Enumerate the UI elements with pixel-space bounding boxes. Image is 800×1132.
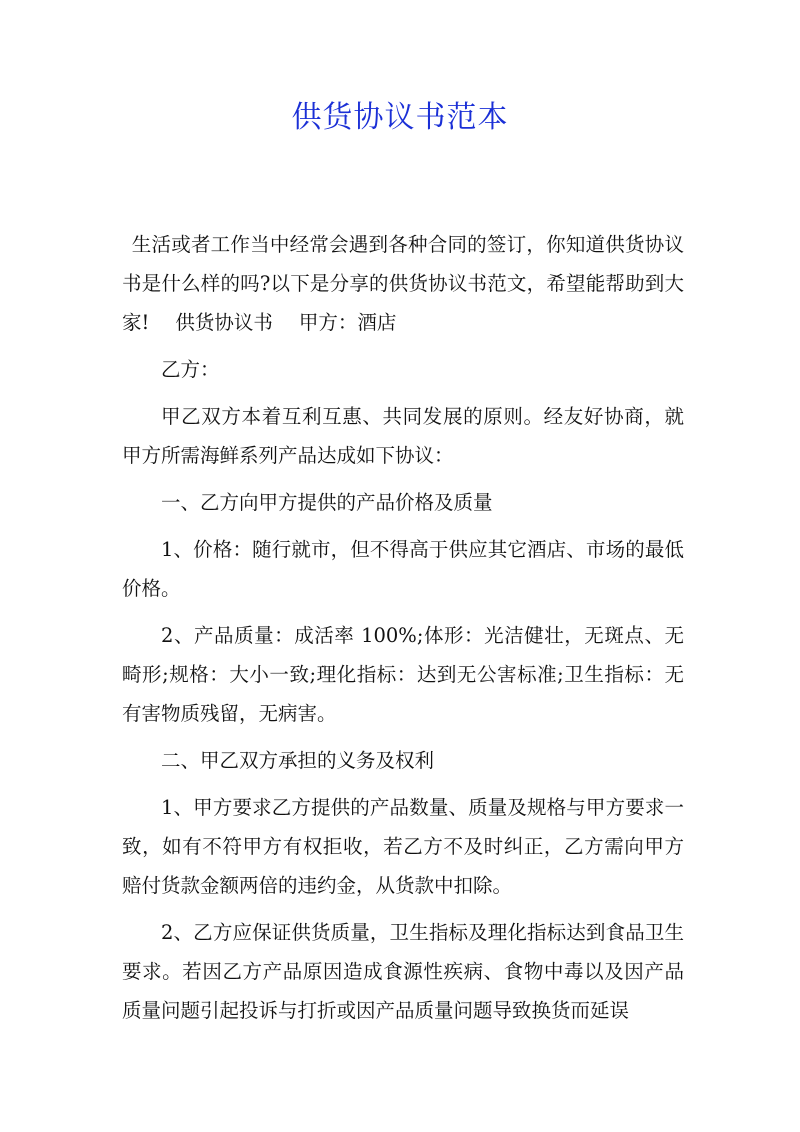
intro-text: 生活或者工作当中经常会遇到各种合同的签订，你知道供货协议书是什么样的吗?以下是分享的供货协议书范文，希望能帮助到大家!: [122, 233, 684, 334]
party-b: 乙方：: [161, 358, 220, 381]
party-a: 甲方：酒店: [298, 311, 397, 334]
section2-item2: 2、乙方应保证供货质量，卫生指标及理化指标达到食品卫生要求。若因乙方产品原因造成食源性疾病、食物中毒以及因产品质量问题引起投诉与打折或因产品质量问题导致换货而延误: [122, 921, 684, 1022]
section1-heading: 一、乙方向甲方提供的产品价格及质量: [161, 491, 493, 514]
doc-name: 供货协议书: [175, 311, 273, 334]
document-title: 供货协议书范本: [291, 100, 509, 135]
section1-item2: 2、产品质量：成活率 100%;体形：光洁健壮，无斑点、无畸形;规格：大小一致;理化指标：达到无公害标准;卫生指标：无有害物质残留，无病害。: [122, 624, 684, 725]
document-body: [122, 225, 684, 1030]
principle-paragraph: 甲乙双方本着互利互惠、共同发展的原则。经友好协商，就甲方所需海鲜系列产品达成如下协议：: [122, 405, 684, 467]
section1-item1: 1、价格：随行就市，但不得高于供应其它酒店、市场的最低价格。: [122, 538, 684, 600]
section2-item1: 1、甲方要求乙方提供的产品数量、质量及规格与甲方要求一致，如有不符甲方有权拒收，若乙方不及时纠正，乙方需向甲方赔付货款金额两倍的违约金，从货款中扣除。: [122, 796, 684, 897]
section2-heading: 二、甲乙双方承担的义务及权利: [161, 749, 435, 772]
intro-paragraph: [122, 225, 684, 342]
